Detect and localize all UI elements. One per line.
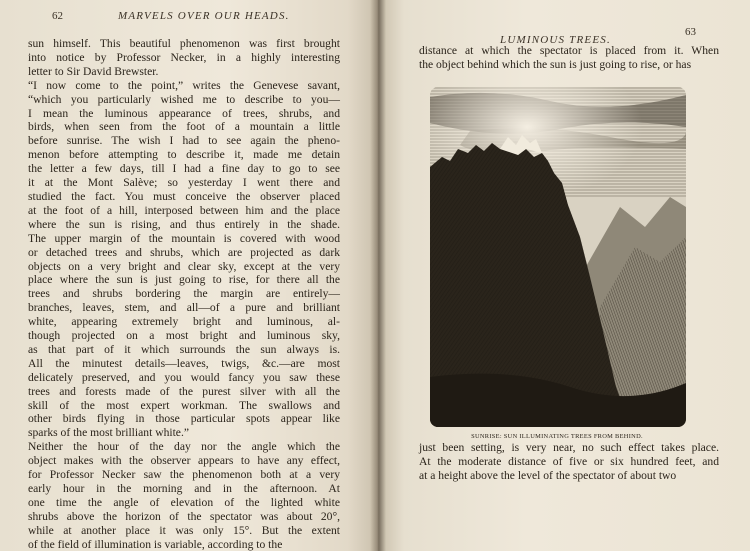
left-body-line: place where the sun is just going to rise, for there all the [28, 273, 340, 287]
left-body-line: All the minutest details—leaves, twigs, &c.—are most [28, 356, 340, 370]
left-body-text [28, 37, 340, 551]
left-body-line: “which you particularly wished me to describe to you— [28, 92, 340, 106]
right-body-top-line: distance at which the spectator is placed from it. When [419, 44, 719, 57]
left-body-line: of the field of illumination is variable, according to the [28, 537, 283, 551]
left-body-line: shrubs above the horizon of the spectator was about 20°, [28, 509, 340, 523]
left-body-line: branches, leaves, stem, and all—of a pure and brilliant [28, 301, 340, 315]
left-body-line: trees and forests made of the purest silver with all the [28, 384, 340, 398]
left-body-line: skill of the most expert workman. The swallows and [28, 398, 340, 412]
left-body-line: the letter a few days, till I had a fine day to go to see [28, 162, 340, 176]
left-body-line: The upper margin of the mountain is covered with wood [28, 231, 340, 245]
left-body-line: Neither the hour of the day nor the angle which the [28, 440, 340, 454]
left-body-line: studied the fact. You must conceive the observer placed [28, 189, 340, 203]
left-body-line: menon before attempting to describe it, made me detain [28, 148, 340, 162]
left-body-line: while at another place it was only 15°. But the extent [28, 523, 340, 537]
left-body-line: one time the angle of elevation of the lighted white [28, 495, 340, 509]
right-body-bottom-line: just been setting, is very near, no such effect takes place. [419, 441, 719, 454]
left-body-line: where the sun is rising, and thus entirely in the shade. [28, 217, 340, 231]
right-body-text-top [419, 44, 719, 72]
right-body-bottom-line: at a height above the level of the spectator of about two [419, 468, 677, 482]
right-body-top-line: the object behind which the sun is just going to rise, or has [419, 57, 692, 71]
left-body-line: letter to Sir David Brewster. [28, 64, 159, 78]
left-body-line: for Professor Necker saw the phenomenon both at a very [28, 468, 340, 482]
book-gutter [370, 0, 386, 551]
left-body-line: at the foot of a hill, interposed between him and the place [28, 203, 340, 217]
left-body-line: into notice by Professor Necker, in a highly interesting [28, 50, 340, 64]
left-body-line: early hour in the morning and in the afternoon. At [28, 482, 340, 495]
left-body-line: “I now come to the point,” writes the Genevese savant, [28, 78, 340, 92]
left-body-line: though projected on a most bright and luminous sky, [28, 329, 340, 343]
left-body-line: as that part of it which surrounds the sun always is. [28, 342, 340, 356]
right-body-text-bottom [419, 441, 719, 483]
left-running-head: MARVELS OVER OUR HEADS. [118, 10, 290, 22]
left-body-line: birds, when seen from the foot of a mountain a little [28, 120, 340, 134]
right-body-bottom-line: At the moderate distance of five or six hundred feet, and [419, 454, 719, 468]
left-body-line: object makes with the observer appears to have any effect, [28, 454, 340, 468]
right-running-head: LUMINOUS TREES. [500, 34, 611, 46]
figure-caption: SUNRISE: SUN ILLUMINATING TREES FROM BEHIND. [471, 433, 643, 440]
left-body-line: objects on a very bright and clear sky, except at the very [28, 259, 340, 273]
right-page-number: 63 [685, 26, 696, 38]
left-body-line: delicately preserved, and you would fancy you saw these [28, 370, 340, 384]
sunrise-engraving-illustration [430, 87, 686, 427]
left-body-line: white, appearing extremely bright and luminous, al- [28, 315, 340, 329]
left-body-line: sparks of the most brilliant white.” [28, 426, 189, 440]
left-page-number: 62 [52, 10, 63, 22]
left-body-line: I mean the luminous appearance of trees, shrubs, and [28, 106, 340, 120]
left-body-line: other birds flying in those particular spots appear like [28, 412, 340, 426]
left-body-line: before sunrise. The wish I had to see again the pheno- [28, 134, 340, 148]
left-body-line: it at the Mont Salève; so yesterday I went there and [28, 176, 340, 190]
left-body-line: trees and shrubs bordering the margin are entirely— [28, 287, 340, 301]
left-body-line: sun himself. This beautiful phenomenon was first brought [28, 37, 340, 50]
left-body-line: or detached trees and shrubs, which are projected as dark [28, 245, 340, 259]
